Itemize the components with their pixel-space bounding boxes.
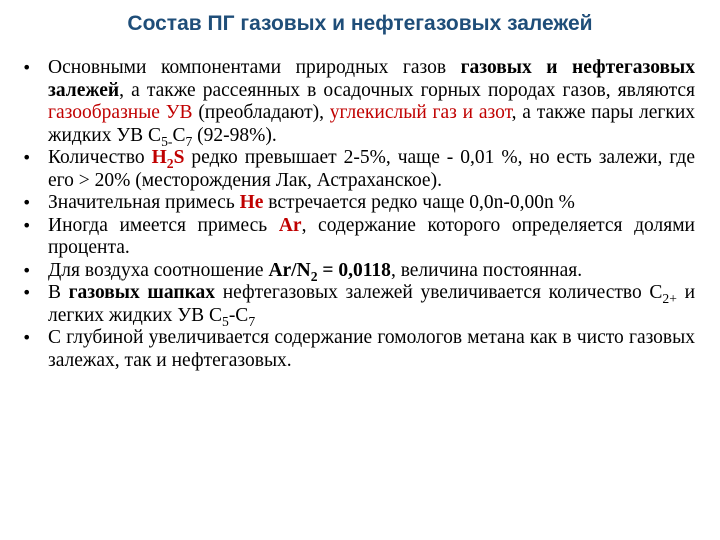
bullet-text: нефтегазовых залежей увеличивается количество С [215,282,663,303]
bullet-text: Ar [278,214,302,236]
slide-title: Состав ПГ газовых и нефтегазовых залежей [127,12,593,35]
bullet-text: , а также рассеянных в осадочных горных породах газов, являются [119,79,695,101]
bullet-text: углекислый газ и азот [329,102,512,123]
bullet-text: (92-98%). [192,124,277,146]
bullet-text: В [48,282,69,303]
bullet-text: , содержание которого определяется долями процента. [48,214,695,258]
bullet-item [20,192,695,215]
bullet-text: 5- [161,133,173,149]
bullet-text: и легких жидких УВ С [48,282,696,326]
bullet-item [20,282,695,327]
bullet-text: С [172,124,186,146]
bullet-text: = 0,0118 [317,259,391,281]
bullet-text: редко превышает 2-5%, чаще - 0,01 %, но есть залежи, где его > 20% (месторождения Лак, Астраханское). [48,147,695,191]
bullet-text: Иногда имеется примесь [48,214,279,236]
bullet-text: встречается редко чаще 0,0n-0,00n % [263,192,575,213]
bullet-text: H [151,147,167,168]
bullet-text: -С [228,304,249,326]
bullet-text: He [239,192,264,213]
bullet-text: Основными компонентами природных газов [48,57,461,78]
bullet-text: 2 [310,268,318,284]
bullet-text: Количество [48,147,152,168]
bullet-list [20,57,695,372]
bullet-text: , а также пары легких жидких УВ С [48,102,696,146]
bullet-text: S [173,147,185,168]
bullet-text: 2 [166,155,174,171]
bullet-text: газовых и нефтегазовых залежей [48,57,695,101]
bullet-text: 5 [221,313,229,329]
bullet-text: 7 [248,313,256,329]
bullet-text: (преобладают), [192,102,330,123]
bullet-text: С глубиной увеличивается содержание гомологов метана как в чисто газовых залежах, так и нефтегазовых. [48,327,695,371]
bullet-text: 2+ [662,290,677,306]
bullet-item [20,327,695,372]
bullet-text: Значительная примесь [48,192,240,213]
bullet-text: Ar/N [268,259,311,281]
bullet-text: Для воздуха соотношение [48,259,269,281]
bullet-text: газообразные УВ [48,102,193,123]
bullet-item [20,147,695,192]
bullet-text: 7 [185,133,193,149]
bullet-item [20,215,695,260]
bullet-text: , величина постоянная. [390,259,583,281]
bullet-text: газовых шапках [68,282,216,303]
bullet-item [20,57,695,147]
bullet-item [20,260,695,283]
